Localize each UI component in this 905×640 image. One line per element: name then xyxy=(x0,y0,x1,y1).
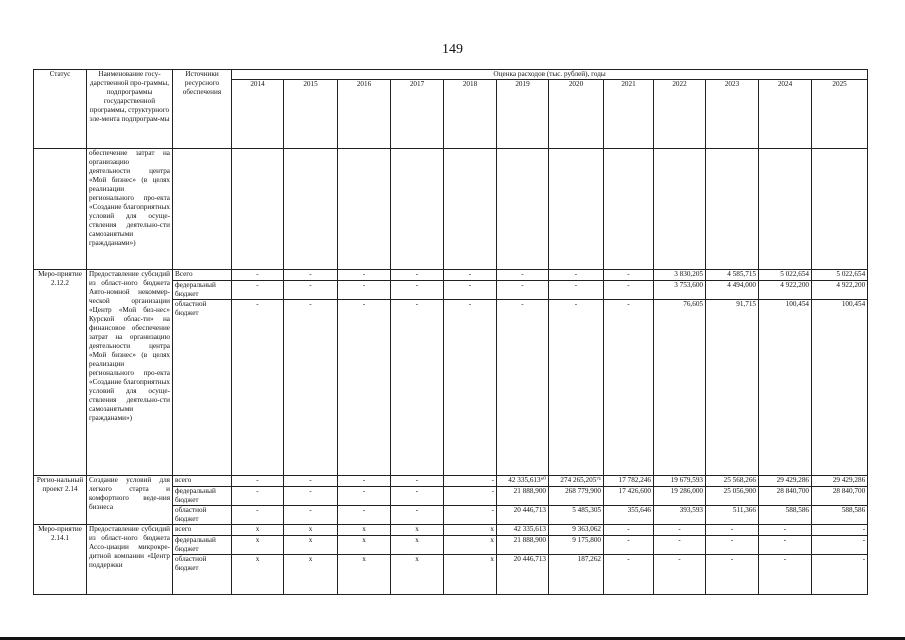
year-header: 2022 xyxy=(654,80,706,149)
value-cell: - xyxy=(444,281,497,300)
table-row xyxy=(34,476,868,487)
header-estimate: Оценка расходов (тыс. рублей), годы xyxy=(232,70,868,80)
year-header: 2019 xyxy=(497,80,549,149)
status-cell: Меро-приятие 2.12.2 xyxy=(34,270,87,476)
year-header: 2015 xyxy=(284,80,338,149)
value-cell: 25 568,266 xyxy=(706,476,759,487)
value-cell: 393,593 xyxy=(654,506,706,525)
value-cell: - xyxy=(654,555,706,595)
source-cell: федеральный бюджет xyxy=(173,487,232,506)
source-cell: федеральный бюджет xyxy=(173,281,232,300)
value-cell: - xyxy=(549,270,604,281)
value-cell: - xyxy=(812,555,868,595)
value-cell: 4 494,000 xyxy=(706,281,759,300)
value-cell: 20 446,713 xyxy=(497,555,549,595)
value-cell: - xyxy=(654,525,706,536)
source-cell: областной бюджет xyxy=(173,506,232,525)
value-cell: x xyxy=(338,536,391,555)
value-cell: 42 335,613⁶⁰ xyxy=(497,476,549,487)
value-cell: x xyxy=(444,525,497,536)
table-row xyxy=(34,149,868,270)
value-cell: 20 446,713 xyxy=(497,506,549,525)
name-cell: Предоставление субсидий из област-ного бюджета Ассо-циации микрокре-дитной компании «Центр поддержки xyxy=(87,525,173,595)
value-cell: 29 429,286 xyxy=(812,476,868,487)
value-cell: - xyxy=(604,300,654,476)
value-cell: 19 679,593 xyxy=(654,476,706,487)
value-cell: - xyxy=(391,506,444,525)
value-cell: - xyxy=(338,476,391,487)
value-cell: - xyxy=(391,300,444,476)
value-cell: 511,366 xyxy=(706,506,759,525)
value-cell: 5 022,654 xyxy=(759,270,812,281)
value-cell: 3 753,600 xyxy=(654,281,706,300)
value-cell: x xyxy=(444,555,497,595)
value-cell: - xyxy=(232,506,284,525)
value-cell: - xyxy=(444,487,497,506)
year-header: 2016 xyxy=(338,80,391,149)
value-cell: - xyxy=(338,487,391,506)
value-cell: - xyxy=(497,270,549,281)
name-cell: обеспечение затрат на организацию деятельности центра «Мой бизнес» (в целях реализации регионального про-екта «Создание благоприятных условий для осуще-ствления деятельно-сти самозанятыми граждданами») xyxy=(87,149,173,270)
table-row xyxy=(34,525,868,536)
value-cell: - xyxy=(654,536,706,555)
value-cell: - xyxy=(604,555,654,595)
value-cell: 5 022,654 xyxy=(812,270,868,281)
value-cell: x xyxy=(391,555,444,595)
value-cell: - xyxy=(284,270,338,281)
header-status: Статус xyxy=(34,70,87,149)
expense-table xyxy=(33,69,868,595)
source-cell: областной бюджет xyxy=(173,300,232,476)
value-cell: - xyxy=(497,300,549,476)
value-cell: - xyxy=(232,300,284,476)
value-cell: - xyxy=(391,476,444,487)
value-cell: 187,262 xyxy=(549,555,604,595)
value-cell: - xyxy=(497,281,549,300)
value-cell: 100,454 xyxy=(812,300,868,476)
value-cell: 17 426,600 xyxy=(604,487,654,506)
value-cell: - xyxy=(706,525,759,536)
value-cell: x xyxy=(232,555,284,595)
value-cell: 3 830,205 xyxy=(654,270,706,281)
value-cell: 4 922,200 xyxy=(759,281,812,300)
value-cell: - xyxy=(391,487,444,506)
value-cell: - xyxy=(604,536,654,555)
header-source: Источники ресурсного обеспечения xyxy=(173,70,232,149)
source-cell: всего xyxy=(173,525,232,536)
value-cell: 4 585,715 xyxy=(706,270,759,281)
name-cell: Предоставление субсидий из област-ного бюджета Авто-номной некоммер-ческой организации «Центр «Мой биз-нес» Курской облас-ти» на финансовое обеспечение затрат на организацию деятельности центра «Мой бизнес» (в целях реализации регионального про-екта «Создание благоприятных условий для осуще-ствления деятельно-сти самозанятыми гражданами») xyxy=(87,270,173,476)
value-cell: x xyxy=(338,555,391,595)
value-cell: - xyxy=(759,536,812,555)
year-header: 2017 xyxy=(391,80,444,149)
value-cell: 9 175,800 xyxy=(549,536,604,555)
source-cell: федеральный бюджет xyxy=(173,536,232,555)
value-cell: - xyxy=(284,487,338,506)
value-cell: - xyxy=(444,300,497,476)
value-cell: x xyxy=(284,536,338,555)
value-cell: - xyxy=(391,281,444,300)
value-cell: - xyxy=(444,506,497,525)
status-cell: Регио-нальный проект 2.14 xyxy=(34,476,87,525)
value-cell: - xyxy=(338,281,391,300)
source-cell: всего xyxy=(173,476,232,487)
value-cell: x xyxy=(284,525,338,536)
value-cell: - xyxy=(812,536,868,555)
value-cell: - xyxy=(232,270,284,281)
value-cell: x xyxy=(338,525,391,536)
value-cell: x xyxy=(391,536,444,555)
page-number: 149 xyxy=(442,42,463,57)
value-cell: 28 840,700 xyxy=(812,487,868,506)
value-cell: - xyxy=(232,487,284,506)
value-cell: 9 363,062 xyxy=(549,525,604,536)
year-header: 2025 xyxy=(812,80,868,149)
value-cell: x xyxy=(232,525,284,536)
value-cell: - xyxy=(604,281,654,300)
value-cell: 5 485,305 xyxy=(549,506,604,525)
value-cell: 25 056,900 xyxy=(706,487,759,506)
value-cell: - xyxy=(284,476,338,487)
source-cell: областной бюджет xyxy=(173,555,232,595)
value-cell: 21 888,900 xyxy=(497,536,549,555)
value-cell: 588,586 xyxy=(759,506,812,525)
value-cell: - xyxy=(232,476,284,487)
value-cell: - xyxy=(549,281,604,300)
value-cell: - xyxy=(604,525,654,536)
value-cell: - xyxy=(812,525,868,536)
value-cell: - xyxy=(444,476,497,487)
value-cell: 17 782,246 xyxy=(604,476,654,487)
value-cell: 100,454 xyxy=(759,300,812,476)
year-header: 2018 xyxy=(444,80,497,149)
value-cell: - xyxy=(759,525,812,536)
value-cell: - xyxy=(338,506,391,525)
header-name: Наименование госу-дарственной про-граммы, подпрограммы государственной программы, структурного эле-мента подпрограм-мы xyxy=(87,70,173,149)
value-cell: - xyxy=(338,270,391,281)
source-cell: Всего xyxy=(173,270,232,281)
value-cell: - xyxy=(391,270,444,281)
year-header: 2024 xyxy=(759,80,812,149)
value-cell: 588,586 xyxy=(812,506,868,525)
value-cell: - xyxy=(706,555,759,595)
status-cell xyxy=(34,149,87,270)
value-cell: - xyxy=(604,270,654,281)
value-cell: 355,646 xyxy=(604,506,654,525)
year-header: 2014 xyxy=(232,80,284,149)
value-cell: x xyxy=(232,536,284,555)
name-cell: Создание условий для легкого старта и комфортного веде-ния бизнеса xyxy=(87,476,173,525)
year-header: 2023 xyxy=(706,80,759,149)
year-header: 2020 xyxy=(549,80,604,149)
value-cell: - xyxy=(338,300,391,476)
value-cell: - xyxy=(284,281,338,300)
value-cell: 76,605 xyxy=(654,300,706,476)
value-cell: 274 265,205⁷¹ xyxy=(549,476,604,487)
value-cell: 42 335,613 xyxy=(497,525,549,536)
value-cell: 19 286,000 xyxy=(654,487,706,506)
status-cell: Меро-приятие 2.14.1 xyxy=(34,525,87,595)
value-cell: 268 779,900 xyxy=(549,487,604,506)
value-cell: - xyxy=(706,536,759,555)
value-cell: 28 840,700 xyxy=(759,487,812,506)
value-cell: x xyxy=(391,525,444,536)
value-cell: - xyxy=(444,270,497,281)
value-cell: - xyxy=(549,300,604,476)
value-cell: 4 922,200 xyxy=(812,281,868,300)
value-cell: - xyxy=(759,555,812,595)
value-cell: - xyxy=(232,281,284,300)
table-row xyxy=(34,270,868,281)
value-cell: x xyxy=(444,536,497,555)
value-cell: 21 888,900 xyxy=(497,487,549,506)
value-cell: x xyxy=(284,555,338,595)
value-cell: 91,715 xyxy=(706,300,759,476)
value-cell: 29 429,286 xyxy=(759,476,812,487)
value-cell: - xyxy=(284,300,338,476)
year-header: 2021 xyxy=(604,80,654,149)
value-cell: - xyxy=(284,506,338,525)
